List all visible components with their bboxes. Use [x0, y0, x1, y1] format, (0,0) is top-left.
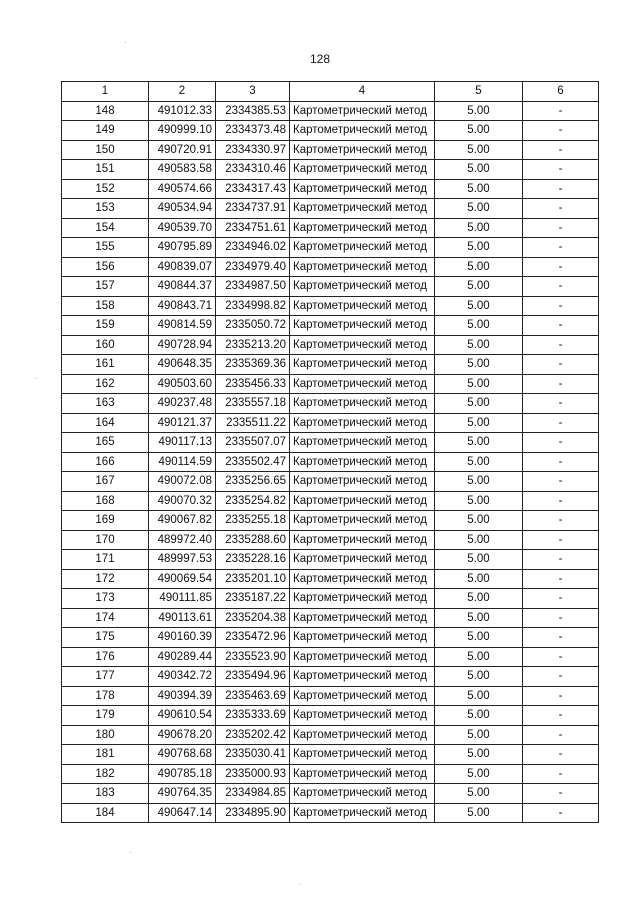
- note-cell: -: [523, 472, 599, 492]
- point-number-cell: 168: [62, 491, 149, 511]
- table-row: [62, 199, 599, 219]
- table-row: [62, 355, 599, 375]
- x-coordinate-cell: 490839.07: [149, 257, 216, 277]
- note-cell: -: [523, 452, 599, 472]
- point-number-cell: 164: [62, 413, 149, 433]
- x-coordinate-cell: 490117.13: [149, 433, 216, 453]
- accuracy-cell: 5.00: [435, 316, 523, 336]
- x-coordinate-cell: 491012.33: [149, 101, 216, 121]
- y-coordinate-cell: 2334946.02: [216, 238, 290, 258]
- method-cell: Картометрический метод: [290, 491, 435, 511]
- accuracy-cell: 5.00: [435, 452, 523, 472]
- table-row: [62, 257, 599, 277]
- x-coordinate-cell: 490111.85: [149, 589, 216, 609]
- method-cell: Картометрический метод: [290, 277, 435, 297]
- table-row: [62, 394, 599, 414]
- column-header-x: 2: [149, 82, 216, 102]
- accuracy-cell: 5.00: [435, 725, 523, 745]
- point-number-cell: 176: [62, 647, 149, 667]
- x-coordinate-cell: 490069.54: [149, 569, 216, 589]
- accuracy-cell: 5.00: [435, 803, 523, 823]
- table-row: [62, 530, 599, 550]
- x-coordinate-cell: 490394.39: [149, 686, 216, 706]
- method-cell: Картометрический метод: [290, 784, 435, 804]
- point-number-cell: 149: [62, 121, 149, 141]
- method-cell: Картометрический метод: [290, 257, 435, 277]
- method-cell: Картометрический метод: [290, 316, 435, 336]
- y-coordinate-cell: 2335050.72: [216, 316, 290, 336]
- table-row: [62, 647, 599, 667]
- point-number-cell: 170: [62, 530, 149, 550]
- table-row: [62, 121, 599, 141]
- note-cell: -: [523, 530, 599, 550]
- y-coordinate-cell: 2334987.50: [216, 277, 290, 297]
- table-row: [62, 374, 599, 394]
- method-cell: Картометрический метод: [290, 374, 435, 394]
- table-row: [62, 238, 599, 258]
- y-coordinate-cell: 2334330.97: [216, 140, 290, 160]
- accuracy-cell: 5.00: [435, 608, 523, 628]
- note-cell: -: [523, 569, 599, 589]
- accuracy-cell: 5.00: [435, 647, 523, 667]
- table-row: [62, 589, 599, 609]
- x-coordinate-cell: 490795.89: [149, 238, 216, 258]
- accuracy-cell: 5.00: [435, 335, 523, 355]
- point-number-cell: 171: [62, 550, 149, 570]
- page-number: 128: [309, 52, 331, 66]
- table-row: [62, 764, 599, 784]
- method-cell: Картометрический метод: [290, 452, 435, 472]
- column-header-note: 6: [523, 82, 599, 102]
- method-cell: Картометрический метод: [290, 296, 435, 316]
- point-number-cell: 179: [62, 706, 149, 726]
- note-cell: -: [523, 257, 599, 277]
- y-coordinate-cell: 2335255.18: [216, 511, 290, 531]
- accuracy-cell: 5.00: [435, 257, 523, 277]
- accuracy-cell: 5.00: [435, 491, 523, 511]
- note-cell: -: [523, 803, 599, 823]
- note-cell: -: [523, 745, 599, 765]
- point-number-cell: 182: [62, 764, 149, 784]
- method-cell: Картометрический метод: [290, 550, 435, 570]
- accuracy-cell: 5.00: [435, 784, 523, 804]
- note-cell: -: [523, 608, 599, 628]
- table-row: [62, 511, 599, 531]
- accuracy-cell: 5.00: [435, 667, 523, 687]
- x-coordinate-cell: 490843.71: [149, 296, 216, 316]
- note-cell: -: [523, 140, 599, 160]
- table-row: [62, 667, 599, 687]
- x-coordinate-cell: 490678.20: [149, 725, 216, 745]
- point-number-cell: 175: [62, 628, 149, 648]
- accuracy-cell: 5.00: [435, 160, 523, 180]
- note-cell: -: [523, 764, 599, 784]
- table-row: [62, 452, 599, 472]
- point-number-cell: 180: [62, 725, 149, 745]
- note-cell: -: [523, 121, 599, 141]
- note-cell: -: [523, 784, 599, 804]
- table-row: [62, 745, 599, 765]
- note-cell: -: [523, 647, 599, 667]
- point-number-cell: 150: [62, 140, 149, 160]
- method-cell: Картометрический метод: [290, 667, 435, 687]
- table-row: [62, 296, 599, 316]
- accuracy-cell: 5.00: [435, 433, 523, 453]
- x-coordinate-cell: 490160.39: [149, 628, 216, 648]
- point-number-cell: 174: [62, 608, 149, 628]
- point-number-cell: 162: [62, 374, 149, 394]
- x-coordinate-cell: 490237.48: [149, 394, 216, 414]
- x-coordinate-cell: 490121.37: [149, 413, 216, 433]
- scan-speck: [36, 378, 37, 379]
- point-number-cell: 177: [62, 667, 149, 687]
- method-cell: Картометрический метод: [290, 472, 435, 492]
- accuracy-cell: 5.00: [435, 472, 523, 492]
- table-row: [62, 335, 599, 355]
- note-cell: -: [523, 413, 599, 433]
- accuracy-cell: 5.00: [435, 530, 523, 550]
- method-cell: Картометрический метод: [290, 686, 435, 706]
- scan-speck: [300, 884, 301, 885]
- note-cell: -: [523, 511, 599, 531]
- y-coordinate-cell: 2335256.65: [216, 472, 290, 492]
- y-coordinate-cell: 2335000.93: [216, 764, 290, 784]
- accuracy-cell: 5.00: [435, 550, 523, 570]
- note-cell: -: [523, 394, 599, 414]
- method-cell: Картометрический метод: [290, 725, 435, 745]
- method-cell: Картометрический метод: [290, 140, 435, 160]
- y-coordinate-cell: 2335204.38: [216, 608, 290, 628]
- accuracy-cell: 5.00: [435, 764, 523, 784]
- accuracy-cell: 5.00: [435, 745, 523, 765]
- column-header-accuracy: 5: [435, 82, 523, 102]
- note-cell: -: [523, 218, 599, 238]
- method-cell: Картометрический метод: [290, 413, 435, 433]
- y-coordinate-cell: 2334979.40: [216, 257, 290, 277]
- accuracy-cell: 5.00: [435, 121, 523, 141]
- coordinates-table: [61, 81, 599, 823]
- x-coordinate-cell: 490647.14: [149, 803, 216, 823]
- note-cell: -: [523, 628, 599, 648]
- y-coordinate-cell: 2335202.42: [216, 725, 290, 745]
- table-row: [62, 413, 599, 433]
- x-coordinate-cell: 490785.18: [149, 764, 216, 784]
- accuracy-cell: 5.00: [435, 355, 523, 375]
- accuracy-cell: 5.00: [435, 296, 523, 316]
- point-number-cell: 148: [62, 101, 149, 121]
- method-cell: Картометрический метод: [290, 355, 435, 375]
- x-coordinate-cell: 490289.44: [149, 647, 216, 667]
- point-number-cell: 159: [62, 316, 149, 336]
- x-coordinate-cell: 490067.82: [149, 511, 216, 531]
- x-coordinate-cell: 490072.08: [149, 472, 216, 492]
- table-row: [62, 569, 599, 589]
- x-coordinate-cell: 489972.40: [149, 530, 216, 550]
- y-coordinate-cell: 2335472.96: [216, 628, 290, 648]
- header-row: [62, 82, 599, 102]
- y-coordinate-cell: 2335523.90: [216, 647, 290, 667]
- x-coordinate-cell: 490113.61: [149, 608, 216, 628]
- method-cell: Картометрический метод: [290, 179, 435, 199]
- accuracy-cell: 5.00: [435, 140, 523, 160]
- point-number-cell: 169: [62, 511, 149, 531]
- scan-speck: [125, 42, 126, 43]
- method-cell: Картометрический метод: [290, 608, 435, 628]
- table-row: [62, 784, 599, 804]
- y-coordinate-cell: 2335507.07: [216, 433, 290, 453]
- y-coordinate-cell: 2335228.16: [216, 550, 290, 570]
- table-row: [62, 160, 599, 180]
- x-coordinate-cell: 490814.59: [149, 316, 216, 336]
- point-number-cell: 183: [62, 784, 149, 804]
- method-cell: Картометрический метод: [290, 569, 435, 589]
- x-coordinate-cell: 490114.59: [149, 452, 216, 472]
- y-coordinate-cell: 2334737.91: [216, 199, 290, 219]
- x-coordinate-cell: 490070.32: [149, 491, 216, 511]
- table-row: [62, 491, 599, 511]
- y-coordinate-cell: 2334984.85: [216, 784, 290, 804]
- x-coordinate-cell: 490583.58: [149, 160, 216, 180]
- accuracy-cell: 5.00: [435, 511, 523, 531]
- column-header-point-number: 1: [62, 82, 149, 102]
- x-coordinate-cell: 490610.54: [149, 706, 216, 726]
- accuracy-cell: 5.00: [435, 179, 523, 199]
- table-row: [62, 433, 599, 453]
- point-number-cell: 163: [62, 394, 149, 414]
- table-row: [62, 472, 599, 492]
- note-cell: -: [523, 686, 599, 706]
- point-number-cell: 173: [62, 589, 149, 609]
- note-cell: -: [523, 101, 599, 121]
- note-cell: -: [523, 316, 599, 336]
- note-cell: -: [523, 160, 599, 180]
- table-row: [62, 608, 599, 628]
- method-cell: Картометрический метод: [290, 764, 435, 784]
- y-coordinate-cell: 2335201.10: [216, 569, 290, 589]
- y-coordinate-cell: 2334751.61: [216, 218, 290, 238]
- accuracy-cell: 5.00: [435, 686, 523, 706]
- method-cell: Картометрический метод: [290, 121, 435, 141]
- table-row: [62, 628, 599, 648]
- point-number-cell: 165: [62, 433, 149, 453]
- note-cell: -: [523, 335, 599, 355]
- method-cell: Картометрический метод: [290, 745, 435, 765]
- y-coordinate-cell: 2335511.22: [216, 413, 290, 433]
- point-number-cell: 155: [62, 238, 149, 258]
- note-cell: -: [523, 706, 599, 726]
- y-coordinate-cell: 2335187.22: [216, 589, 290, 609]
- y-coordinate-cell: 2335254.82: [216, 491, 290, 511]
- x-coordinate-cell: 490503.60: [149, 374, 216, 394]
- y-coordinate-cell: 2335288.60: [216, 530, 290, 550]
- table-row: [62, 140, 599, 160]
- note-cell: -: [523, 491, 599, 511]
- method-cell: Картометрический метод: [290, 433, 435, 453]
- y-coordinate-cell: 2335369.36: [216, 355, 290, 375]
- x-coordinate-cell: 490539.70: [149, 218, 216, 238]
- method-cell: Картометрический метод: [290, 530, 435, 550]
- point-number-cell: 166: [62, 452, 149, 472]
- note-cell: -: [523, 355, 599, 375]
- y-coordinate-cell: 2335494.96: [216, 667, 290, 687]
- point-number-cell: 181: [62, 745, 149, 765]
- accuracy-cell: 5.00: [435, 277, 523, 297]
- x-coordinate-cell: 490720.91: [149, 140, 216, 160]
- table-row: [62, 686, 599, 706]
- note-cell: -: [523, 199, 599, 219]
- table-header: [62, 82, 599, 102]
- x-coordinate-cell: 490764.35: [149, 784, 216, 804]
- accuracy-cell: 5.00: [435, 218, 523, 238]
- note-cell: -: [523, 433, 599, 453]
- note-cell: -: [523, 589, 599, 609]
- y-coordinate-cell: 2334895.90: [216, 803, 290, 823]
- method-cell: Картометрический метод: [290, 511, 435, 531]
- point-number-cell: 160: [62, 335, 149, 355]
- point-number-cell: 158: [62, 296, 149, 316]
- note-cell: -: [523, 374, 599, 394]
- y-coordinate-cell: 2335502.47: [216, 452, 290, 472]
- point-number-cell: 178: [62, 686, 149, 706]
- x-coordinate-cell: 490574.66: [149, 179, 216, 199]
- table-body: [62, 101, 599, 823]
- accuracy-cell: 5.00: [435, 238, 523, 258]
- table-row: [62, 179, 599, 199]
- method-cell: Картометрический метод: [290, 647, 435, 667]
- point-number-cell: 156: [62, 257, 149, 277]
- accuracy-cell: 5.00: [435, 589, 523, 609]
- note-cell: -: [523, 277, 599, 297]
- column-header-y: 3: [216, 82, 290, 102]
- method-cell: Картометрический метод: [290, 394, 435, 414]
- x-coordinate-cell: 490728.94: [149, 335, 216, 355]
- method-cell: Картометрический метод: [290, 628, 435, 648]
- x-coordinate-cell: 490648.35: [149, 355, 216, 375]
- accuracy-cell: 5.00: [435, 394, 523, 414]
- y-coordinate-cell: 2335456.33: [216, 374, 290, 394]
- x-coordinate-cell: 490999.10: [149, 121, 216, 141]
- accuracy-cell: 5.00: [435, 374, 523, 394]
- x-coordinate-cell: 490534.94: [149, 199, 216, 219]
- accuracy-cell: 5.00: [435, 706, 523, 726]
- point-number-cell: 154: [62, 218, 149, 238]
- point-number-cell: 157: [62, 277, 149, 297]
- point-number-cell: 161: [62, 355, 149, 375]
- note-cell: -: [523, 667, 599, 687]
- table-row: [62, 101, 599, 121]
- method-cell: Картометрический метод: [290, 199, 435, 219]
- accuracy-cell: 5.00: [435, 101, 523, 121]
- x-coordinate-cell: 490768.68: [149, 745, 216, 765]
- x-coordinate-cell: 490342.72: [149, 667, 216, 687]
- y-coordinate-cell: 2334998.82: [216, 296, 290, 316]
- y-coordinate-cell: 2335213.20: [216, 335, 290, 355]
- y-coordinate-cell: 2334373.48: [216, 121, 290, 141]
- x-coordinate-cell: 490844.37: [149, 277, 216, 297]
- table-row: [62, 316, 599, 336]
- table-row: [62, 725, 599, 745]
- method-cell: Картометрический метод: [290, 101, 435, 121]
- method-cell: Картометрический метод: [290, 238, 435, 258]
- table-row: [62, 277, 599, 297]
- accuracy-cell: 5.00: [435, 628, 523, 648]
- y-coordinate-cell: 2334317.43: [216, 179, 290, 199]
- table-row: [62, 706, 599, 726]
- y-coordinate-cell: 2335463.69: [216, 686, 290, 706]
- point-number-cell: 172: [62, 569, 149, 589]
- point-number-cell: 152: [62, 179, 149, 199]
- accuracy-cell: 5.00: [435, 413, 523, 433]
- method-cell: Картометрический метод: [290, 589, 435, 609]
- y-coordinate-cell: 2335557.18: [216, 394, 290, 414]
- point-number-cell: 151: [62, 160, 149, 180]
- table-row: [62, 550, 599, 570]
- scan-speck: [130, 852, 131, 853]
- note-cell: -: [523, 179, 599, 199]
- note-cell: -: [523, 238, 599, 258]
- y-coordinate-cell: 2334385.53: [216, 101, 290, 121]
- note-cell: -: [523, 296, 599, 316]
- method-cell: Картометрический метод: [290, 160, 435, 180]
- x-coordinate-cell: 489997.53: [149, 550, 216, 570]
- method-cell: Картометрический метод: [290, 218, 435, 238]
- accuracy-cell: 5.00: [435, 569, 523, 589]
- accuracy-cell: 5.00: [435, 199, 523, 219]
- note-cell: -: [523, 550, 599, 570]
- y-coordinate-cell: 2335333.69: [216, 706, 290, 726]
- method-cell: Картометрический метод: [290, 803, 435, 823]
- method-cell: Картометрический метод: [290, 335, 435, 355]
- y-coordinate-cell: 2334310.46: [216, 160, 290, 180]
- table-row: [62, 803, 599, 823]
- method-cell: Картометрический метод: [290, 706, 435, 726]
- table-row: [62, 218, 599, 238]
- column-header-method: 4: [290, 82, 435, 102]
- point-number-cell: 153: [62, 199, 149, 219]
- point-number-cell: 184: [62, 803, 149, 823]
- point-number-cell: 167: [62, 472, 149, 492]
- note-cell: -: [523, 725, 599, 745]
- y-coordinate-cell: 2335030.41: [216, 745, 290, 765]
